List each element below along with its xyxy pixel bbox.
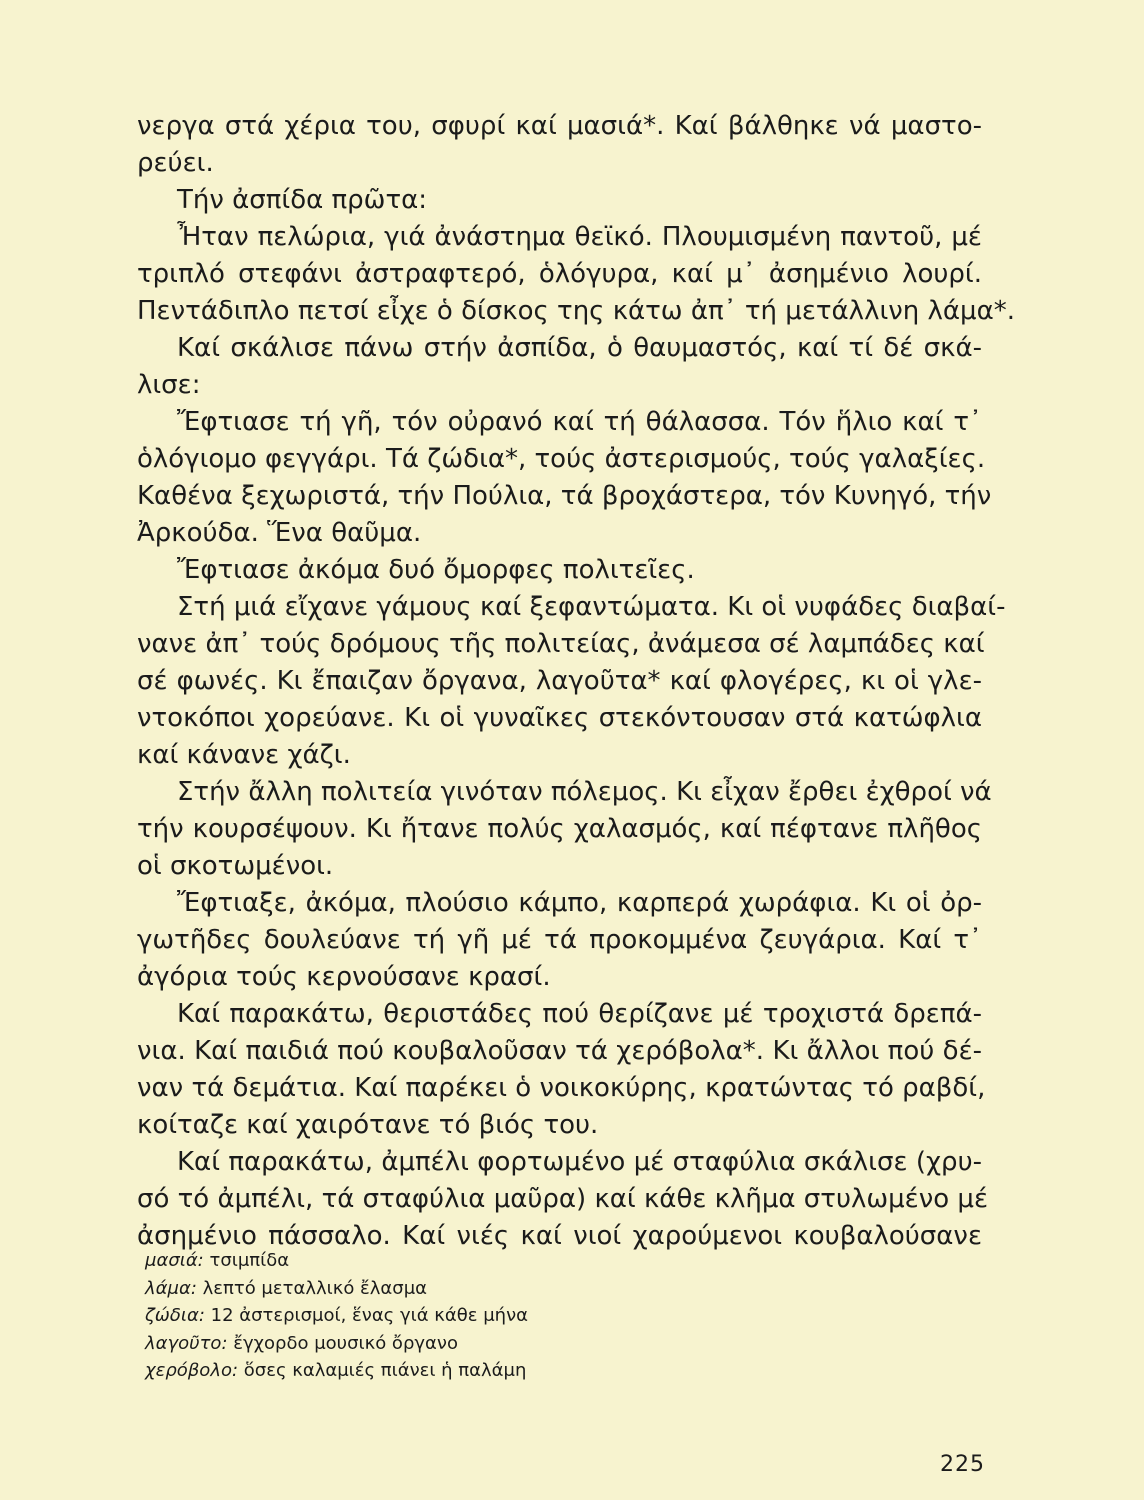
text-line: Πεντάδιπλο πετσί εἶχε ὁ δίσκος της κάτω ἀπ᾿ τή μετάλλινη λάμα*. bbox=[137, 296, 1015, 326]
text-line: ἀγόρια τούς κερνούσανε κρασί. bbox=[137, 962, 551, 992]
footnote-term: λαγοῦτο: bbox=[145, 1332, 228, 1354]
text-line: γωτῆδες δουλεύανε τή γῆ μέ τά προκομμένα ζευγάρια. Καί τ᾿ bbox=[137, 925, 982, 955]
text-line: Στή μιά εἴχανε γάμους καί ξεφαντώματα. Κι οἱ νυφάδες διαβαί- bbox=[177, 592, 1006, 622]
footnote bbox=[145, 1357, 845, 1385]
footnote-definition: 12 ἀστερισμοί, ἕνας γιά κάθε μήνα bbox=[210, 1305, 529, 1326]
text-line: ρεύει. bbox=[137, 148, 214, 178]
text-line: Στήν ἄλλη πολιτεία γινόταν πόλεμος. Κι εἶχαν ἔρθει ἐχθροί νά bbox=[177, 777, 992, 807]
footnote-definition: ὅσες καλαμιές πιάνει ἡ παλάμη bbox=[243, 1360, 527, 1381]
footnote bbox=[145, 1247, 845, 1275]
footnote-definition: λεπτό μεταλλικό ἔλασμα bbox=[202, 1277, 428, 1299]
footnote-term: λάμα: bbox=[145, 1277, 197, 1299]
text-line: ναν τά δεμάτια. Καί παρέκει ὁ νοικοκύρης, κρατώντας τό ραβδί, bbox=[137, 1073, 986, 1103]
text-line: νια. Καί παιδιά πού κουβαλοῦσαν τά χερόβολα*. Κι ἄλλοι πού δέ- bbox=[137, 1036, 982, 1066]
text-line: οἱ σκοτωμένοι. bbox=[137, 851, 334, 881]
body-text bbox=[137, 108, 1015, 1255]
footnote bbox=[145, 1330, 845, 1358]
footnote-term: χερόβολο: bbox=[145, 1360, 239, 1381]
text-line: Καθένα ξεχωριστά, τήν Πούλια, τά βροχάστερα, τόν Κυνηγό, τήν bbox=[137, 481, 992, 511]
text-line: Ἔφτιασε τή γῆ, τόν οὐρανό καί τή θάλασσα. Τόν ἥλιο καί τ᾿ bbox=[177, 407, 982, 437]
text-line: Ἀρκούδα. Ἕνα θαῦμα. bbox=[137, 518, 422, 548]
text-line: νεργα στά χέρια του, σφυρί καί μασιά*. Καί βάλθηκε νά μαστο- bbox=[137, 111, 982, 141]
text-line: κοίταζε καί χαιρότανε τό βιός του. bbox=[137, 1110, 599, 1140]
text-line: Τήν ἀσπίδα πρῶτα: bbox=[177, 185, 428, 215]
text-line: νανε ἀπ᾿ τούς δρόμους τῆς πολιτείας, ἀνάμεσα σέ λαμπάδες καί bbox=[137, 629, 985, 659]
footnote-term: ζώδια: bbox=[145, 1305, 205, 1326]
text-line: Καί παρακάτω, ἀμπέλι φορτωμένο μέ σταφύλια σκάλισε (χρυ- bbox=[177, 1147, 982, 1177]
text-line: Καί σκάλισε πάνω στήν ἀσπίδα, ὁ θαυμαστός, καί τί δέ σκά- bbox=[177, 333, 982, 363]
footnote bbox=[145, 1302, 845, 1330]
text-line: τριπλό στεφάνι ἀστραφτερό, ὁλόγυρα, καί μ᾿ ἀσημένιο λουρί. bbox=[137, 259, 982, 289]
footnote-definition: ἔγχορδο μουσικό ὄργανο bbox=[233, 1332, 458, 1354]
text-line: Ἔφτιασε ἀκόμα δυό ὄμορφες πολιτεῖες. bbox=[177, 555, 695, 585]
text-line: Ἔφτιαξε, ἀκόμα, πλούσιο κάμπο, καρπερά χωράφια. Κι οἱ ὀρ- bbox=[177, 888, 982, 918]
text-line: ὁλόγιομο φεγγάρι. Τά ζώδια*, τούς ἀστερισμούς, τούς γαλαξίες. bbox=[137, 444, 986, 474]
text-line: τήν κουρσέψουν. Κι ἤτανε πολύς χαλασμός, καί πέφτανε πλῆθος bbox=[137, 814, 982, 844]
footnote bbox=[145, 1275, 845, 1303]
text-line: καί κάνανε χάζι. bbox=[137, 740, 351, 770]
footnote-term: μασιά: bbox=[145, 1250, 204, 1271]
text-line: Καί παρακάτω, θεριστάδες πού θερίζανε μέ τροχιστά δρεπά- bbox=[177, 999, 982, 1029]
page-number: 225 bbox=[940, 1452, 985, 1477]
text-line: σέ φωνές. Κι ἔπαιζαν ὄργανα, λαγοῦτα* καί φλογέρες, κι οἱ γλε- bbox=[137, 666, 982, 696]
text-line: ντοκόποι χορεύανε. Κι οἱ γυναῖκες στεκόντουσαν στά κατώφλια bbox=[137, 703, 982, 733]
footnotes bbox=[145, 1247, 845, 1385]
text-line: Ἦταν πελώρια, γιά ἀνάστημα θεϊκό. Πλουμισμένη παντοῦ, μέ bbox=[177, 222, 982, 252]
text-line: σό τό ἀμπέλι, τά σταφύλια μαῦρα) καί κάθε κλῆμα στυλωμένο μέ bbox=[137, 1184, 989, 1214]
text-line: λισε: bbox=[137, 370, 201, 400]
text-line: ἀσημένιο πάσσαλο. Καί νιές καί νιοί χαρούμενοι κουβαλούσανε bbox=[137, 1221, 982, 1251]
footnote-definition: τσιμπίδα bbox=[209, 1250, 290, 1271]
